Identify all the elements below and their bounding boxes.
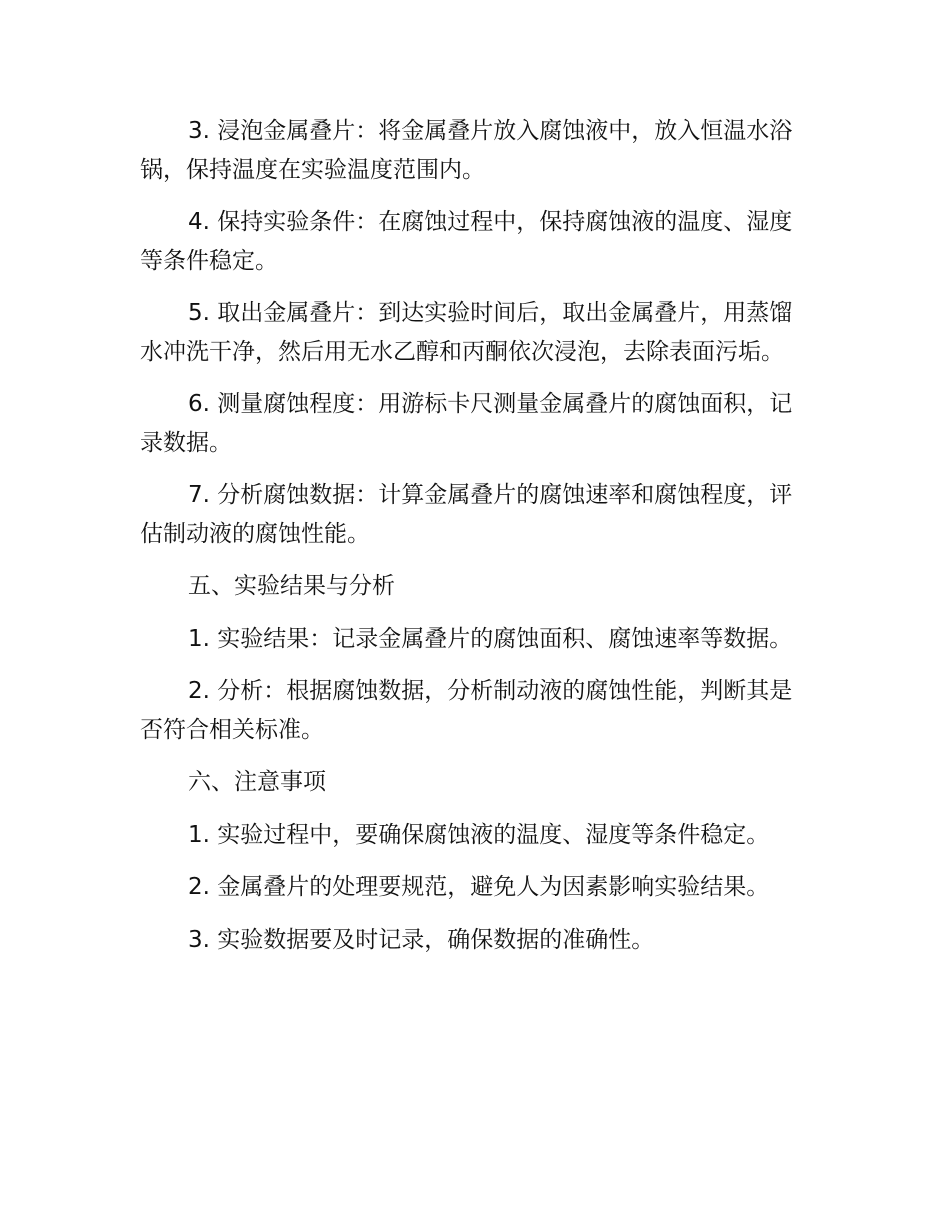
step-7-analyze-paragraph: 7. 分析腐蚀数据：计算金属叠片的腐蚀速率和腐蚀程度，评估制动液的腐蚀性能。	[140, 482, 793, 547]
note-item-2-paragraph: 2. 金属叠片的处理要规范，避免人为因素影响实验结果。	[188, 874, 770, 900]
step-5-remove-paragraph: 5. 取出金属叠片：到达实验时间后，取出金属叠片，用蒸馏水冲洗干净，然后用无水乙醇和丙酮依次浸泡，去除表面污垢。	[140, 300, 793, 365]
section-6-heading: 六、注意事项	[188, 769, 326, 795]
document-body	[140, 112, 812, 973]
result-item-2-paragraph: 2. 分析：根据腐蚀数据，分析制动液的腐蚀性能，判断其是否符合相关标准。	[140, 678, 793, 743]
result-item-1-paragraph: 1. 实验结果：记录金属叠片的腐蚀面积、腐蚀速率等数据。	[188, 625, 793, 652]
step-3-soak-paragraph: 3. 浸泡金属叠片：将金属叠片放入腐蚀液中，放入恒温水浴锅，保持温度在实验温度范围内。	[140, 118, 793, 183]
step-4-conditions-paragraph: 4. 保持实验条件：在腐蚀过程中，保持腐蚀液的温度、湿度等条件稳定。	[140, 209, 793, 274]
note-item-3-paragraph: 3. 实验数据要及时记录，确保数据的准确性。	[188, 926, 655, 953]
note-item-1-paragraph: 1. 实验过程中，要确保腐蚀液的温度、湿度等条件稳定。	[188, 821, 770, 848]
section-5-heading: 五、实验结果与分析	[188, 573, 395, 599]
step-6-measure-paragraph: 6. 测量腐蚀程度：用游标卡尺测量金属叠片的腐蚀面积，记录数据。	[140, 391, 793, 456]
